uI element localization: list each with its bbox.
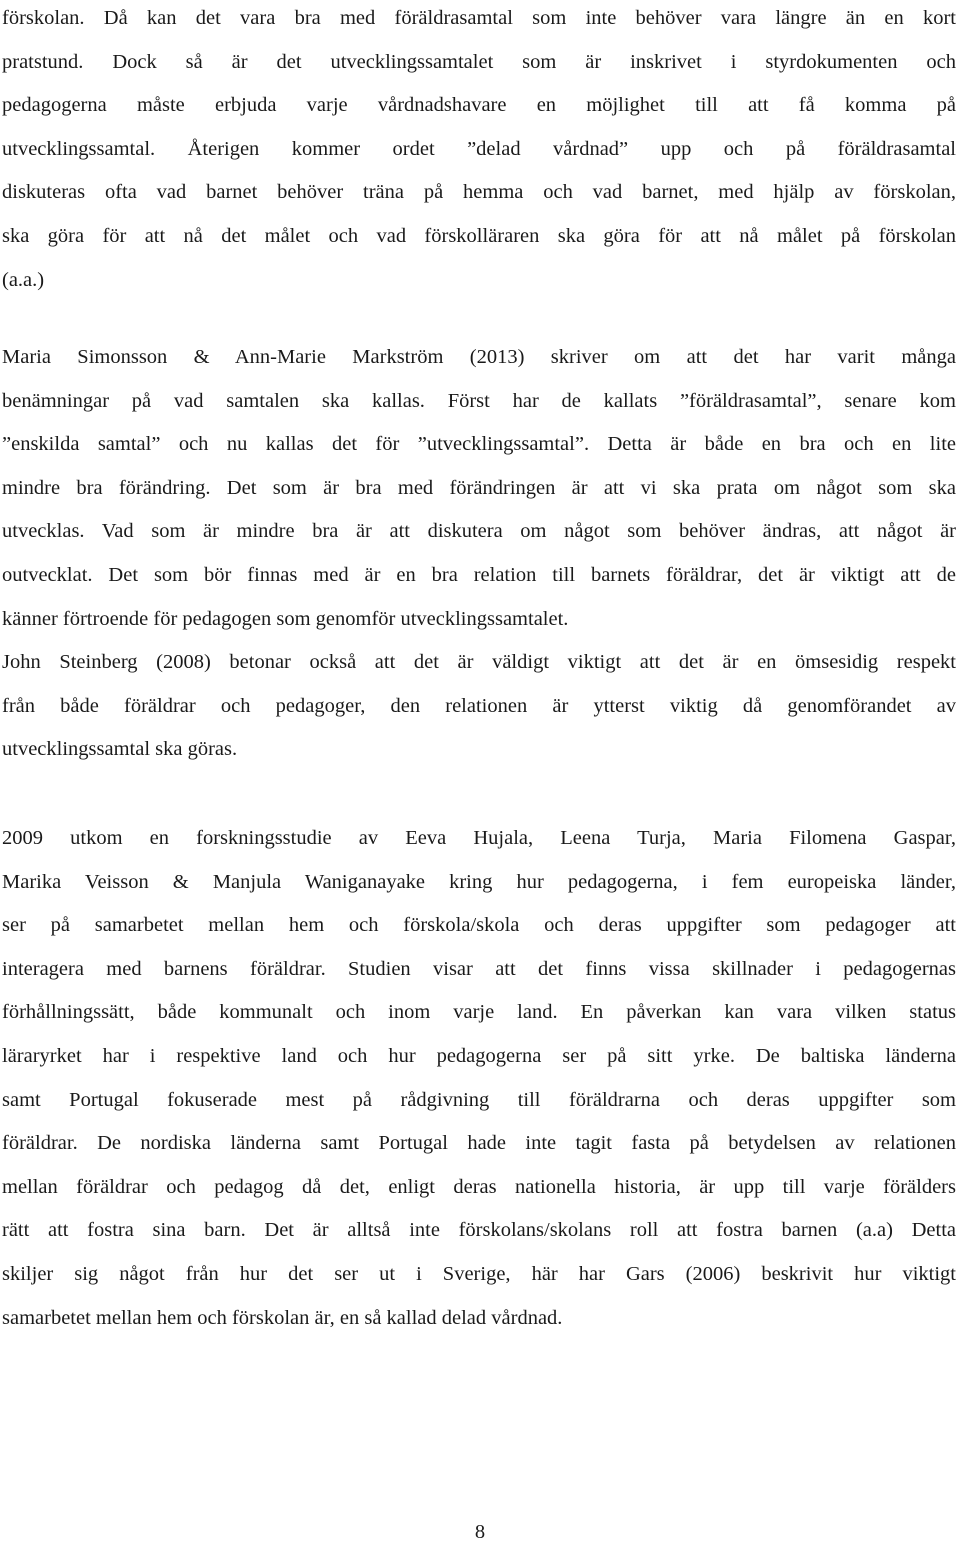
paragraph-simonsson-markstrom (2, 336, 956, 772)
page-number: 8 (474, 1521, 486, 1543)
text-line: Marika Veisson & Manjula Waniganayake kring hur pedagogerna, i fem europeiska länder, (2, 870, 956, 893)
text-line: samt Portugal fokuserade mest på rådgivning till föräldrarna och deras uppgifter som (2, 1088, 956, 1111)
text-line: rätt att fostra sina barn. Det är alltså inte förskolans/skolans roll att fostra barnen (a.a) Detta (2, 1219, 956, 1242)
text-line: 2009 utkom en forskningsstudie av Eeva Hujala, Leena Turja, Maria Filomena Gaspar, (2, 827, 956, 849)
text-line: (a.a.) (2, 268, 45, 291)
text-line: benämningar på vad samtalen ska kallas. Först har de kallats ”föräldrasamtal”, senare kom (2, 389, 956, 412)
text-line: känner förtroende för pedagogen som genomför utvecklingssamtalet. (2, 607, 569, 630)
paragraph-research-study-2009 (2, 817, 956, 1340)
text-line: utvecklingssamtal ska göras. (2, 738, 238, 761)
text-line: skiljer sig något från hur det ser ut i Sverige, här har Gars (2006) beskrivit hur viktigt (2, 1262, 956, 1285)
text-line: förhållningssätt, både kommunalt och inom varje land. En påverkan kan vara vilken status (2, 1001, 956, 1024)
text-line: mellan föräldrar och pedagog då det, enligt deras nationella historia, är upp till varje förälders (2, 1175, 956, 1198)
text-line: John Steinberg (2008) betonar också att det är väldigt viktigt att det är en ömsesidig respekt (2, 651, 956, 674)
text-line: pedagogerna måste erbjuda varje vårdnadshavare en möjlighet till att få komma på (2, 94, 956, 117)
text-line: diskuteras ofta vad barnet behöver träna på hemma och vad barnet, med hjälp av förskolan, (2, 181, 956, 204)
paragraph-parent-meetings (2, 0, 956, 302)
text-line: ”enskilda samtal” och nu kallas det för ”utvecklingssamtal”. Detta är både en bra och en lite (2, 433, 956, 456)
text-line: pratstund. Dock så är det utvecklingssamtalet som är inskrivet i styrdokumenten och (2, 50, 956, 73)
text-line: mindre bra förändring. Det som är bra med förändringen är att vi ska prata om något som ska (2, 476, 956, 499)
text-line: interagera med barnens föräldrar. Studien visar att det finns vissa skillnader i pedagogernas (2, 957, 956, 980)
text-line: ser på samarbetet mellan hem och förskola/skola och deras uppgifter som pedagoger att (2, 914, 956, 937)
text-line: läraryrket har i respektive land och hur pedagogerna ser på sitt yrke. De baltiska länderna (2, 1044, 956, 1067)
text-line: föräldrar. De nordiska länderna samt Portugal hade inte tagit fasta på betydelsen av relationen (2, 1132, 956, 1155)
text-line: samarbetet mellan hem och förskolan är, en så kallad delad vårdnad. (2, 1306, 563, 1329)
text-line: från både föräldrar och pedagoger, den relationen är ytterst viktig då genomförandet av (2, 694, 956, 717)
text-line: utvecklas. Vad som är mindre bra är att diskutera om något som behöver ändras, att något är (2, 520, 956, 543)
text-line: utvecklingssamtal. Återigen kommer ordet ”delad vårdnad” upp och på föräldrasamtal (2, 137, 956, 160)
text-line: outvecklat. Det som bör finnas med är en bra relation till barnets föräldrar, det är viktigt att de (2, 563, 956, 586)
text-line: ska göra för att nå det målet och vad förskolläraren ska göra för att nå målet på förskolan (2, 224, 956, 247)
text-line: förskolan. Då kan det vara bra med föräldrasamtal som inte behöver vara längre än en kort (2, 7, 956, 29)
text-line: Maria Simonsson & Ann-Marie Markström (2013) skriver om att det har varit många (2, 346, 956, 368)
